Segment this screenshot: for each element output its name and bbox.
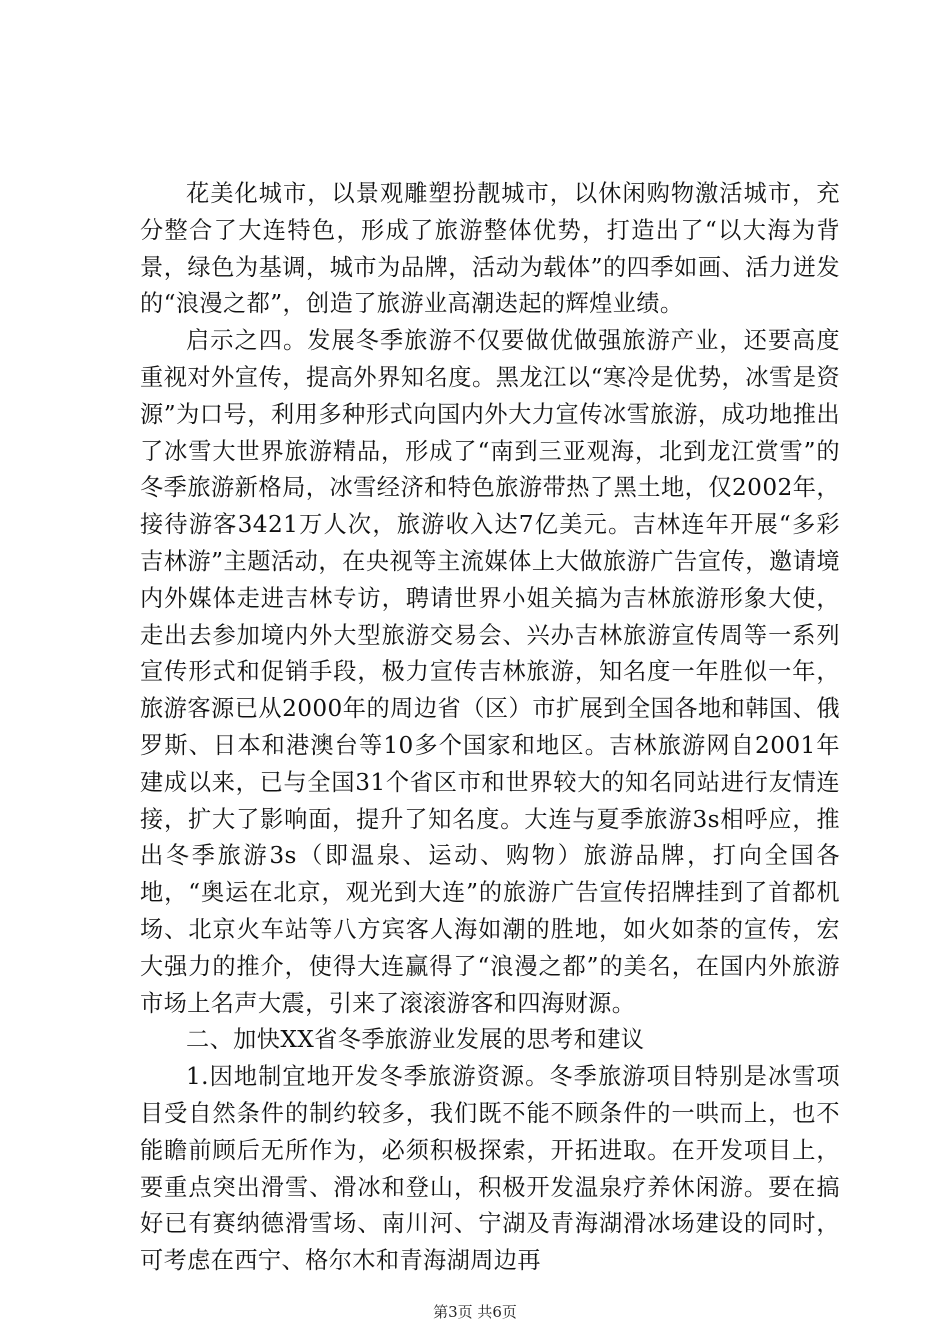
paragraph-2: 启示之四。发展冬季旅游不仅要做优做强旅游产业，还要高度重视对外宣传，提高外界知名度。黑龙江以“寒冷是优势，冰雪是资源”为口号，利用多种形式向国内外大力宣传冰雪旅游，成功地推出了冰雪大世界旅游精品，形成了“南到三亚观海，北到龙江赏雪”的冬季旅游新格局，冰雪经济和特色旅游带热了黑土地，仅2002年，接待游客3421万人次，旅游收入达7亿美元。吉林连年开展“多彩吉林游”主题活动，在央视等主流媒体上大做旅游广告宣传，邀请境内外媒体走进吉林专访，聘请世界小姐关搞为吉林旅游形象大使，走出去参加境内外大型旅游交易会、兴办吉林旅游宣传周等一系列宣传形式和促销手段，极力宣传吉林旅游，知名度一年胜似一年，旅游客源已从2000年的周边省（区）市扩展到全国各地和韩国、俄罗斯、日本和港澳台等10多个国家和地区。吉林旅游网自2001年建成以来，已与全国31个省区市和世界较大的知名同站进行友情连接，扩大了影响面，提升了知名度。大连与夏季旅游3s相呼应，推出冬季旅游3s（即温泉、运动、购物）旅游品牌，打向全国各地，“奥运在北京，观光到大连”的旅游广告宣传招牌挂到了首都机场、北京火车站等八方宾客人海如潮的胜地，如火如荼的宣传，宏大强力的推介，使得大连赢得了“浪漫之都”的美名，在国内外旅游市场上名声大震，引来了滚滚游客和四海财源。 [140, 327, 840, 1017]
body-text [140, 176, 840, 1280]
section-heading: 二、加快XX省冬季旅游业发展的思考和建议 [186, 1026, 645, 1054]
paragraph-3: 1.因地制宜地开发冬季旅游资源。冬季旅游项目特别是冰雪项目受自然条件的制约较多，我们既不能不顾条件的一哄而上，也不能瞻前顾后无所作为，必须积极探索，开拓进取。在开发项目上，要重点突出滑雪、滑冰和登山，积极开发温泉疗养休闲游。要在搞好已有赛纳德滑雪场、南川河、宁湖及青海湖滑冰场建设的同时，可考虑在西宁、格尔木和青海湖周边再 [140, 1063, 840, 1275]
paragraph-1: 花美化城市，以景观雕塑扮靓城市，以休闲购物激活城市，充分整合了大连特色，形成了旅游整体优势，打造出了“以大海为背景，绿色为基调，城市为品牌，活动为载体”的四季如画、活力迸发的“浪漫之都”，创造了旅游业高潮迭起的辉煌业绩。 [140, 180, 840, 318]
page-footer: 第3页 共6页 [433, 1303, 517, 1321]
